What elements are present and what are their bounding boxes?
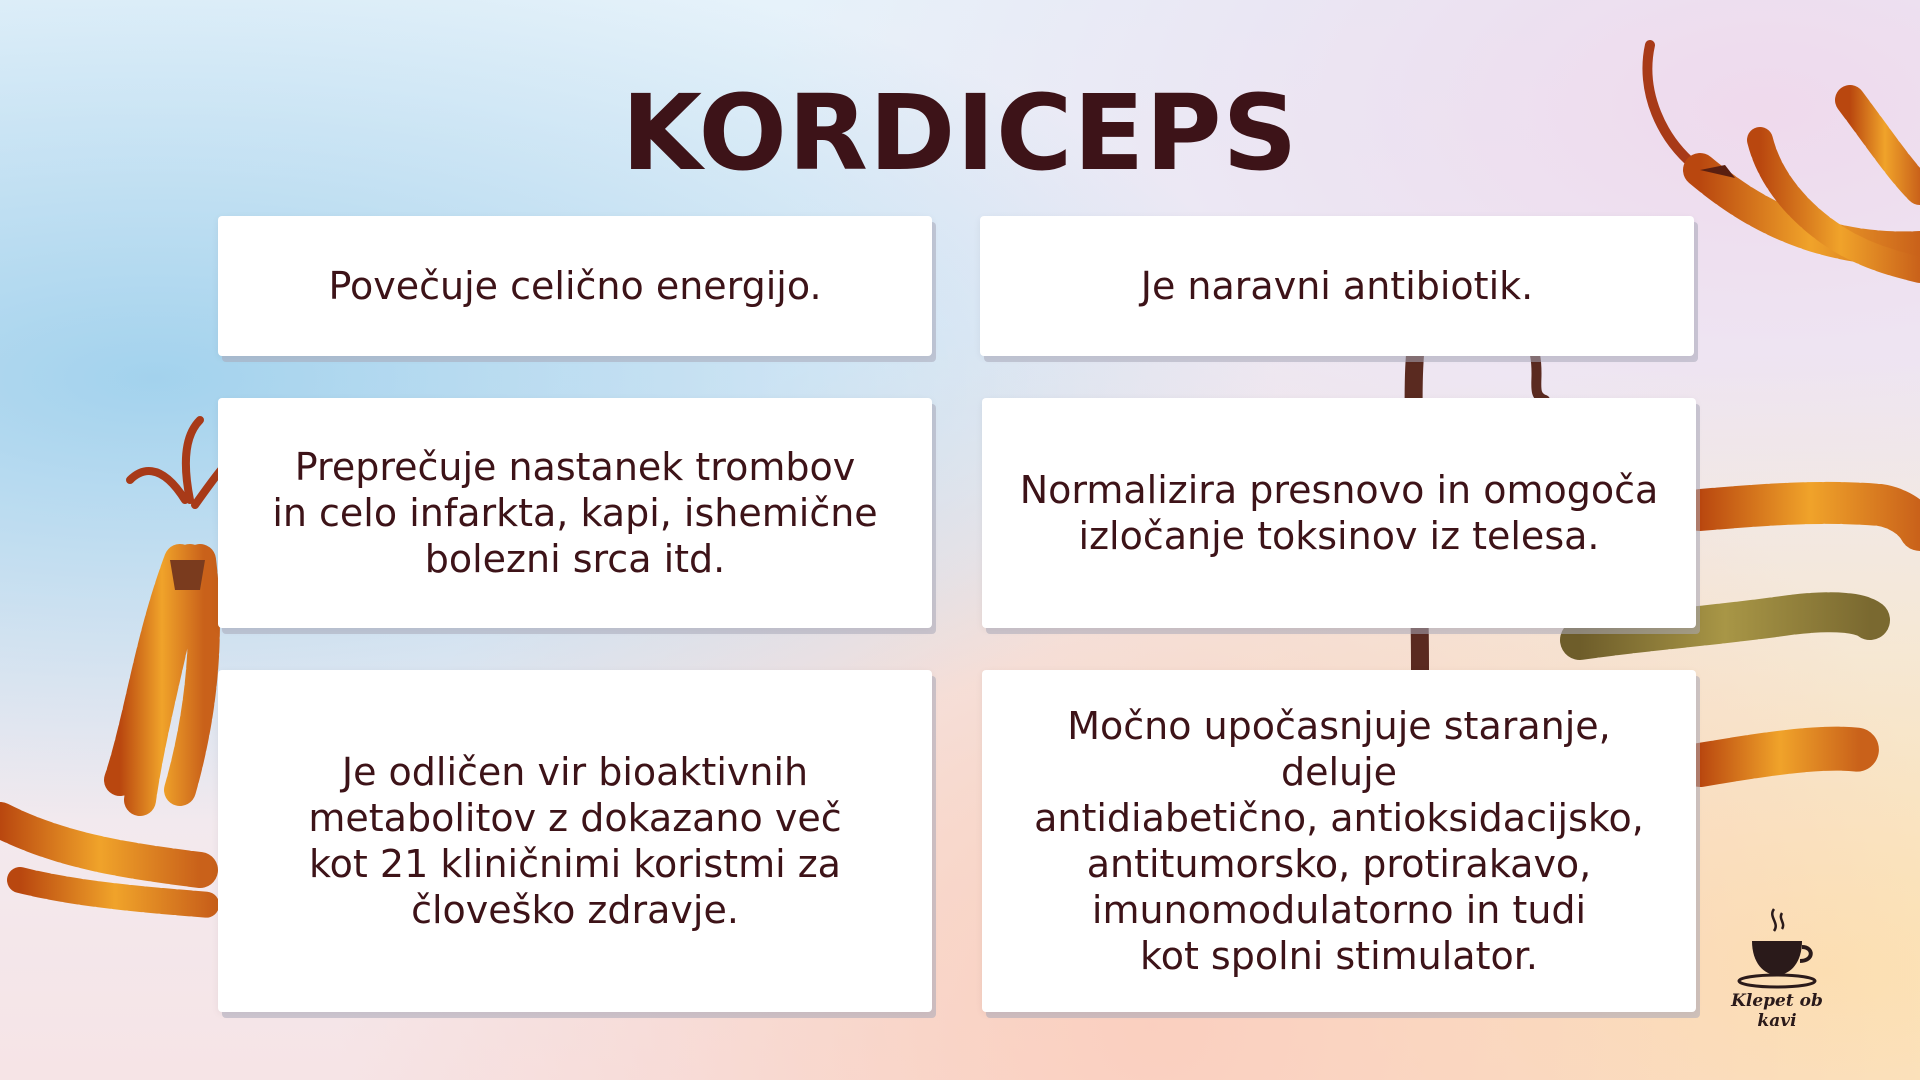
benefit-text: Normalizira presnovo in omogoča izločanje toksinov iz telesa. bbox=[1019, 468, 1659, 558]
benefit-card-6 bbox=[982, 670, 1696, 1012]
benefit-text: Je naravni antibiotik. bbox=[1140, 264, 1534, 308]
logo-text: Klepet ob kavi bbox=[1731, 991, 1823, 1031]
benefit-card-4 bbox=[982, 398, 1696, 628]
benefit-card-1 bbox=[218, 216, 932, 356]
benefit-card-2 bbox=[980, 216, 1694, 356]
benefit-card-5 bbox=[218, 670, 932, 1012]
benefit-text: Močno upočasnjuje staranje, deluje antidiabetično, antioksidacijsko, antitumorsko, protirakavo, imunomodulatorno in tudi kot spolni stimulator. bbox=[1034, 704, 1644, 978]
page-title: KORDICEPS bbox=[621, 72, 1299, 194]
coffee-cup-icon bbox=[1712, 905, 1842, 991]
benefit-card-3 bbox=[218, 398, 932, 628]
benefit-text: Preprečuje nastanek trombov in celo infarkta, kapi, ishemične bolezni srca itd. bbox=[272, 445, 878, 581]
benefit-text: Je odličen vir bioaktivnih metabolitov z dokazano več kot 21 kliničnimi koristmi za človeško zdravje. bbox=[308, 750, 842, 932]
brand-logo bbox=[1712, 905, 1842, 1031]
benefit-text: Povečuje celično energijo. bbox=[328, 264, 822, 308]
